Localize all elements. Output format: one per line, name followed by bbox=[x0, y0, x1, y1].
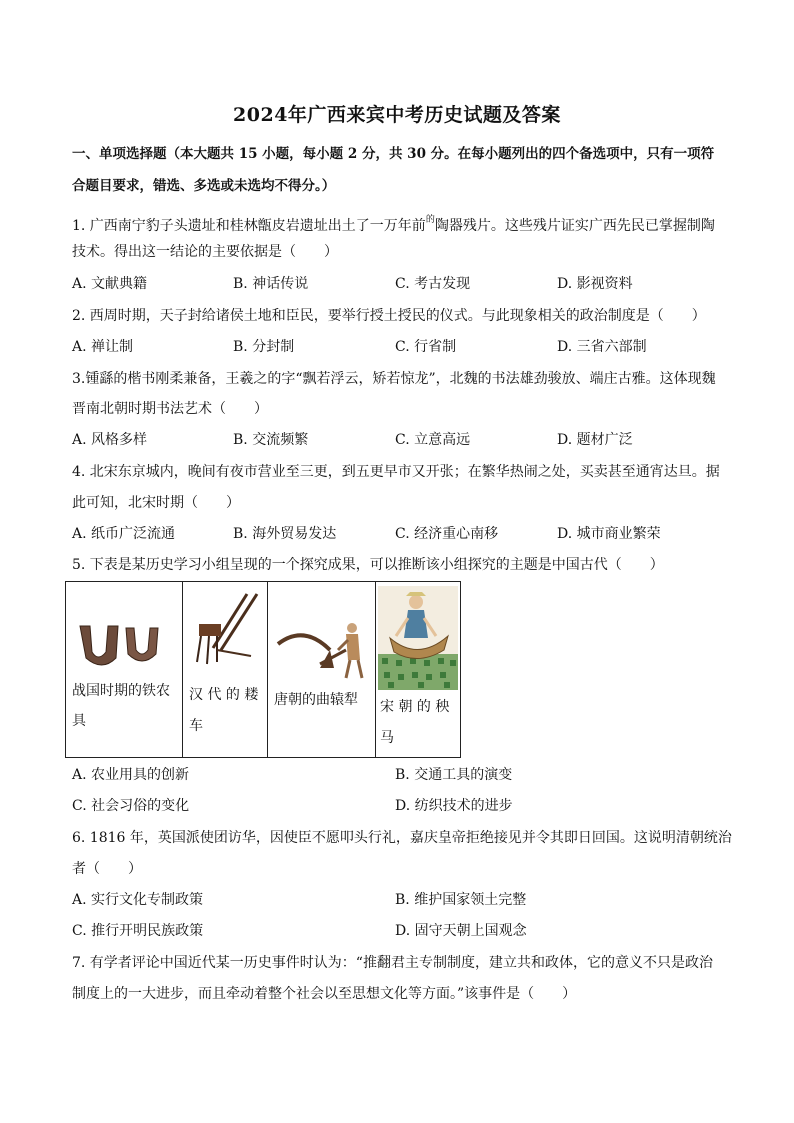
q5-option-b[interactable]: B. 交通工具的演变 bbox=[395, 767, 513, 783]
q2-option-b[interactable]: B. 分封制 bbox=[233, 339, 295, 355]
q1-option-a[interactable]: A. 文献典籍 bbox=[72, 276, 148, 292]
q1-stem-part2: 陶器残片。这些残片证实广西先民已掌握制陶 bbox=[434, 218, 715, 234]
q5-caption-4b: 马 bbox=[380, 730, 394, 746]
q5-caption-2a: 汉 代 的 耧 bbox=[189, 687, 259, 703]
q4-stem-line1: 4. 北宋东京城内，晚间有夜市营业至三更，到五更早市又开张；在繁华热闹之处，买卖甚至通宵达旦。据 bbox=[72, 464, 720, 480]
q5-cell-curved-plow bbox=[268, 582, 376, 758]
q2-option-a[interactable]: A. 禅让制 bbox=[72, 339, 134, 355]
q5-caption-1b: 具 bbox=[72, 713, 86, 729]
q5-caption-1a: 战国时期的铁农 bbox=[72, 683, 170, 699]
q5-cell-rice-boat bbox=[376, 582, 461, 758]
q5-stem-line1: 5. 下表是某历史学习小组呈现的一个探究成果，可以推断该小组探究的主题是中国古代（ ） bbox=[72, 557, 664, 573]
q5-table bbox=[65, 581, 461, 758]
q5-option-d[interactable]: D. 纺织技术的进步 bbox=[395, 798, 513, 814]
q3-option-d[interactable]: D. 题材广泛 bbox=[557, 432, 633, 448]
section-heading bbox=[72, 138, 724, 202]
iron-farm-tools-image bbox=[76, 620, 166, 670]
q6-stem-line2: 者（ ） bbox=[72, 861, 142, 877]
q4-option-c[interactable]: C. 经济重心南移 bbox=[395, 526, 499, 542]
q3-stem-line1: 3.锺繇的楷书刚柔兼备，王羲之的字“飘若浮云，矫若惊龙”，北魏的书法雄劲骏放、端庄古雅。这体现魏 bbox=[72, 371, 716, 387]
q5-caption-3a: 唐朝的曲辕犁 bbox=[274, 692, 358, 708]
q3-option-b[interactable]: B. 交流频繁 bbox=[233, 432, 309, 448]
q6-option-c[interactable]: C. 推行开明民族政策 bbox=[72, 923, 204, 939]
q1-stem-mark: 的 bbox=[425, 215, 435, 225]
q6-option-a[interactable]: A. 实行文化专制政策 bbox=[72, 892, 204, 908]
page-title: 2024年广西来宾中考历史试题及答案 bbox=[233, 104, 561, 126]
q4-option-b[interactable]: B. 海外贸易发达 bbox=[233, 526, 337, 542]
q1-stem-line1 bbox=[72, 210, 732, 236]
q1-stem-line2: 技术。得出这一结论的主要依据是（ ） bbox=[72, 244, 338, 260]
q7-stem-line1: 7. 有学者评论中国近代某一历史事件时认为：“推翻君主专制制度，建立共和政体，它的意义不只是政治 bbox=[72, 955, 713, 971]
curved-plow-image bbox=[274, 620, 370, 682]
q5-cell-iron-tools bbox=[66, 582, 183, 758]
q1-option-b[interactable]: B. 神话传说 bbox=[233, 276, 309, 292]
q6-stem-line1: 6. 1816 年，英国派使团访华，因使臣不愿叩头行礼，嘉庆皇帝拒绝接见并令其即日回国。这说明清朝统治 bbox=[72, 830, 732, 846]
q4-option-d[interactable]: D. 城市商业繁荣 bbox=[557, 526, 661, 542]
q5-cell-seed-drill bbox=[183, 582, 268, 758]
q5-option-c[interactable]: C. 社会习俗的变化 bbox=[72, 798, 190, 814]
q5-caption-2b: 车 bbox=[189, 718, 203, 734]
q6-option-b[interactable]: B. 维护国家领土完整 bbox=[395, 892, 527, 908]
section-heading-line2: 合题目要求，错选、多选或未选均不得分。） bbox=[72, 178, 336, 194]
rice-transplanting-boat-image bbox=[378, 586, 458, 690]
q3-stem-line2: 晋南北朝时期书法艺术（ ） bbox=[72, 401, 268, 417]
seed-drill-image bbox=[187, 590, 263, 670]
q2-option-c[interactable]: C. 行省制 bbox=[395, 339, 457, 355]
q5-option-a[interactable]: A. 农业用具的创新 bbox=[72, 767, 190, 783]
q2-option-d[interactable]: D. 三省六部制 bbox=[557, 339, 647, 355]
q1-option-d[interactable]: D. 影视资料 bbox=[557, 276, 633, 292]
section-heading-line1: 一、单项选择题（本大题共 15 小题，每小题 2 分，共 30 分。在每小题列出的四个备选项中，只有一项符 bbox=[72, 146, 715, 162]
q1-stem-part1: 1. 广西南宁豹子头遗址和桂林甑皮岩遗址出土了一万年前 bbox=[72, 218, 426, 234]
q5-caption-4a: 宋 朝 的 秧 bbox=[380, 699, 450, 715]
q4-stem-line2: 此可知，北宋时期（ ） bbox=[72, 495, 240, 511]
q1-option-c[interactable]: C. 考古发现 bbox=[395, 276, 471, 292]
q7-stem-line2: 制度上的一大进步，而且牵动着整个社会以至思想文化等方面。”该事件是（ ） bbox=[72, 986, 577, 1002]
q4-option-a[interactable]: A. 纸币广泛流通 bbox=[72, 526, 176, 542]
q2-stem-line1: 2. 西周时期，天子封给诸侯土地和臣民，要举行授土授民的仪式。与此现象相关的政治制度是（ ） bbox=[72, 308, 706, 324]
q6-option-d[interactable]: D. 固守天朝上国观念 bbox=[395, 923, 527, 939]
q3-option-a[interactable]: A. 风格多样 bbox=[72, 432, 148, 448]
q3-option-c[interactable]: C. 立意高远 bbox=[395, 432, 471, 448]
